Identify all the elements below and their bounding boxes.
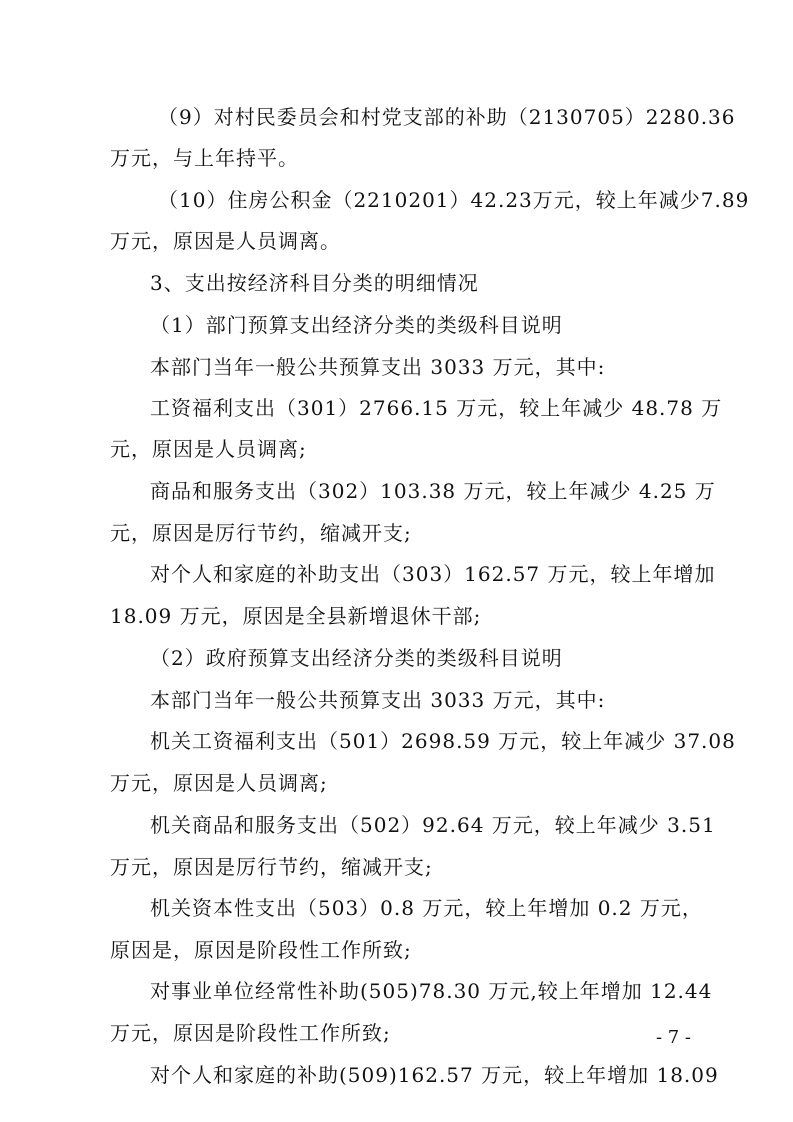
text-line-15: 本部门当年一般公共预算支出 3033 万元，其中: [150,688,606,712]
text-line-16: 机关工资福利支出（501）2698.59 万元，较上年减少 37.08 [150,729,736,753]
text-line-11: 元，原因是厉行节约，缩减开支; [110,521,412,545]
text-line-24: 对个人和家庭的补助(509)162.57 万元，较上年增加 18.09 [150,1063,719,1087]
text-line-2: 万元，与上年持平。 [110,146,299,170]
text-line-17: 万元，原因是人员调离; [110,771,328,795]
text-line-10: 商品和服务支出（302）103.38 万元，较上年减少 4.25 万 [150,479,716,503]
text-line-18: 机关商品和服务支出（502）92.64 万元，较上年减少 3.51 [150,813,716,837]
text-line-9: 元，原因是人员调离; [110,437,307,461]
text-line-12: 对个人和家庭的补助支出（303）162.57 万元，较上年增加 [150,562,716,586]
text-line-21: 原因是，原因是阶段性工作所致; [110,938,412,962]
text-line-22: 对事业单位经常性补助(505)78.30 万元,较上年增加 12.44 [150,979,713,1003]
text-line-4: 万元，原因是人员调离。 [110,229,341,253]
text-line-1: （9）对村民委员会和村党支部的补助（2130705）2280.36 [158,105,736,129]
text-line-7: 本部门当年一般公共预算支出 3033 万元，其中: [150,355,606,379]
text-line-20: 机关资本性支出（503）0.8 万元，较上年增加 0.2 万元， [150,896,703,920]
section-heading: 3、支出按经济科目分类的明细情况 [150,271,479,295]
text-line-3: （10）住房公积金（2210201）42.23万元，较上年减少7.89 [158,188,750,212]
text-line-23: 万元，原因是阶段性工作所致; [110,1021,391,1045]
text-line-8: 工资福利支出（301）2766.15 万元，较上年减少 48.78 万 [150,396,723,420]
text-line-19: 万元，原因是厉行节约，缩减开支; [110,855,433,879]
subsection-heading-2: （2）政府预算支出经济分类的类级科目说明 [150,646,563,670]
page-number: - 7 - [655,1027,691,1048]
subsection-heading-1: （1）部门预算支出经济分类的类级科目说明 [150,313,563,337]
text-line-13: 18.09 万元，原因是全县新增退休干部; [110,604,482,628]
